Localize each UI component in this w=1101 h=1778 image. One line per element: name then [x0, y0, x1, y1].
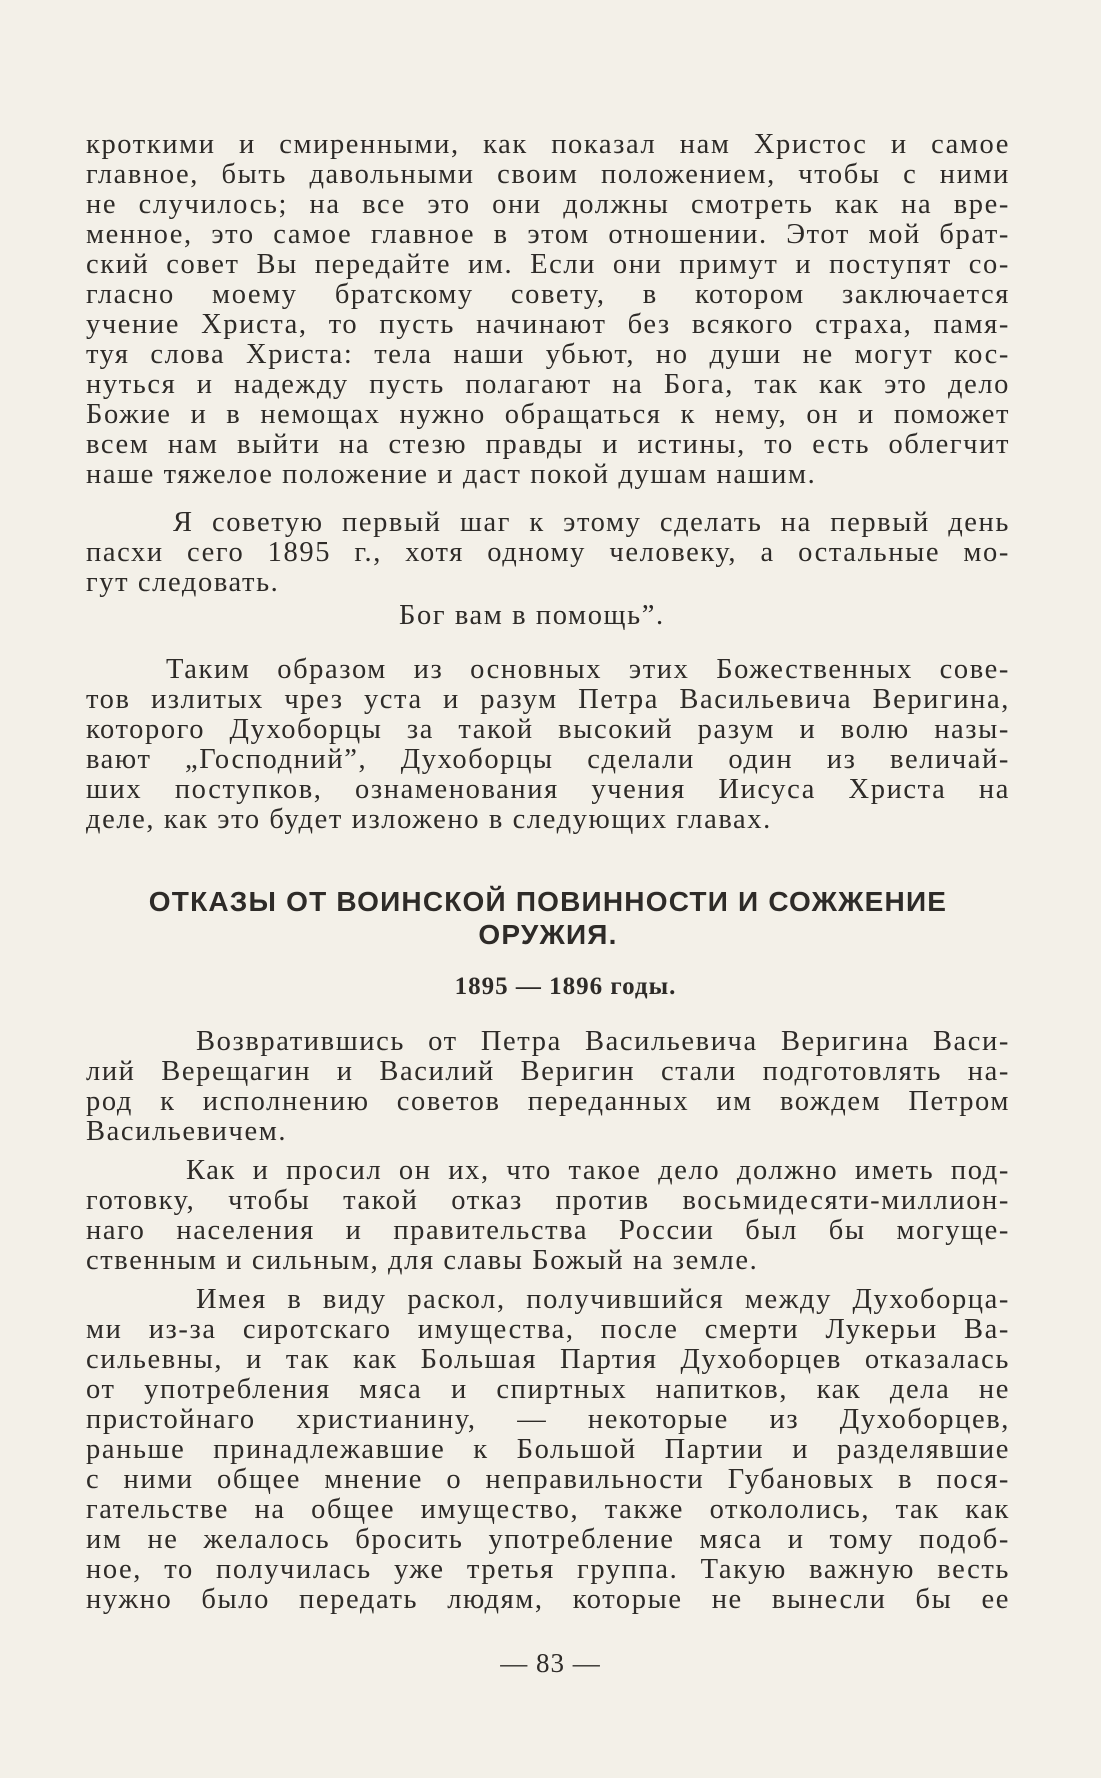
text-line: всем нам выйти на стезю правды и истины, то есть облегчит [86, 429, 1010, 460]
text-line: нуться и надежду пусть полагают на Бога, так как это дело [86, 369, 1010, 400]
text-line: лий Верещагин и Василий Веригин стали подготовлять на- [86, 1056, 1010, 1087]
text-line: которого Духоборцы за такой высокий разум и волю назы- [86, 714, 1010, 745]
text-line: с ними общее мнение о неправильности Губановых в пося- [86, 1464, 1010, 1495]
text-line: сильевны, и так как Большая Партия Духоборцев отказалась [86, 1344, 1010, 1375]
text-line: не случилось; на все это они должны смотреть как на вре- [86, 189, 1010, 220]
text-line: нужно было передать людям, которые не вынесли бы ее [86, 1584, 1010, 1615]
paragraph-1 [86, 130, 1010, 490]
paragraph-2 [86, 508, 1010, 598]
paragraph-3 [86, 655, 1010, 835]
text-line: менное, это самое главное в этом отношении. Этот мой брат- [86, 219, 1010, 250]
text-line: Я советую первый шаг к этому сделать на первый день [173, 507, 1010, 538]
text-line: Как и просил он их, что такое дело должно иметь под- [186, 1155, 1010, 1186]
text-line: Божие и в немощах нужно обращаться к нему, он и поможет [86, 399, 1010, 430]
text-line: туя слова Христа: тела наши убьют, но души не могут кос- [86, 339, 1010, 370]
paragraph-5 [86, 1156, 1010, 1276]
text-line: тов излитых чрез уста и разум Петра Васильевича Веригина, [86, 684, 1010, 715]
text-line: ное, то получилась уже третья группа. Такую важную весть [86, 1554, 1010, 1585]
text-line: раньше принадлежавшие к Большой Партии и разделявшие [86, 1434, 1010, 1465]
text-line: наше тяжелое положение и даст покой душам нашим. [86, 459, 817, 490]
text-line: Васильевичем. [86, 1116, 288, 1147]
text-line: учение Христа, то пусть начинают без всякого страха, памя- [86, 309, 1010, 340]
text-line: гут следовать. [86, 567, 280, 598]
text-line: Возвратившись от Петра Васильевича Веригина Васи- [196, 1026, 1010, 1057]
page-number: — 83 — [500, 1648, 601, 1678]
text-line: кроткими и смиренными, как показал нам Христос и самое [86, 129, 1010, 160]
chapter-years: 1895 — 1896 годы. [454, 973, 677, 1000]
text-line: деле, как это будет изложено в следующих главах. [86, 804, 772, 835]
text-line: ми из-за сиротскаго имущества, после смерти Лукерьи Ва- [86, 1314, 1010, 1345]
paragraph-6 [86, 1285, 1010, 1615]
text-line: гласно моему братскому совету, в котором заключается [86, 279, 1010, 310]
text-line: гательстве на общее имущество, также откололись, так как [86, 1494, 1010, 1525]
paragraph-4 [86, 1027, 1010, 1147]
text-line: наго населения и правительства России был бы могуще- [86, 1215, 1010, 1246]
letter-signature: Бог вам в помощь”. [399, 600, 665, 631]
text-line: ших поступков, ознаменования учения Иисуса Христа на [86, 774, 1010, 805]
text-line: главное, быть давольными своим положением, чтобы с ними [86, 159, 1010, 190]
text-line: пристойнаго христианину, — некоторые из Духоборцев, [86, 1404, 1010, 1435]
text-line: им не желалось бросить употребление мяса и тому подоб- [86, 1524, 1010, 1555]
text-line: род к исполнению советов переданных им вождем Петром [86, 1086, 1010, 1117]
text-line: вают „Господний”, Духоборцы сделали один из величай- [86, 744, 1010, 775]
chapter-heading [86, 885, 1010, 951]
text-line: Таким образом из основных этих Божественных сове- [166, 654, 1010, 685]
heading-line: ОТКАЗЫ ОТ ВОИНСКОЙ ПОВИННОСТИ И СОЖЖЕНИЕ [148, 886, 948, 917]
heading-line: ОРУЖИЯ. [478, 919, 618, 950]
text-line: от употребления мяса и спиртных напитков, как дела не [86, 1374, 1010, 1405]
text-line: ственным и сильным, для славы Божый на земле. [86, 1245, 759, 1276]
text-line: пасхи сего 1895 г., хотя одному человеку, а остальные мо- [86, 537, 1010, 568]
text-line: Имея в виду раскол, получившийся между Духоборца- [196, 1284, 1010, 1315]
text-line: готовку, чтобы такой отказ против восьмидесяти-миллион- [86, 1185, 1010, 1216]
text-line: ский совет Вы передайте им. Если они примут и поступят со- [86, 249, 1010, 280]
